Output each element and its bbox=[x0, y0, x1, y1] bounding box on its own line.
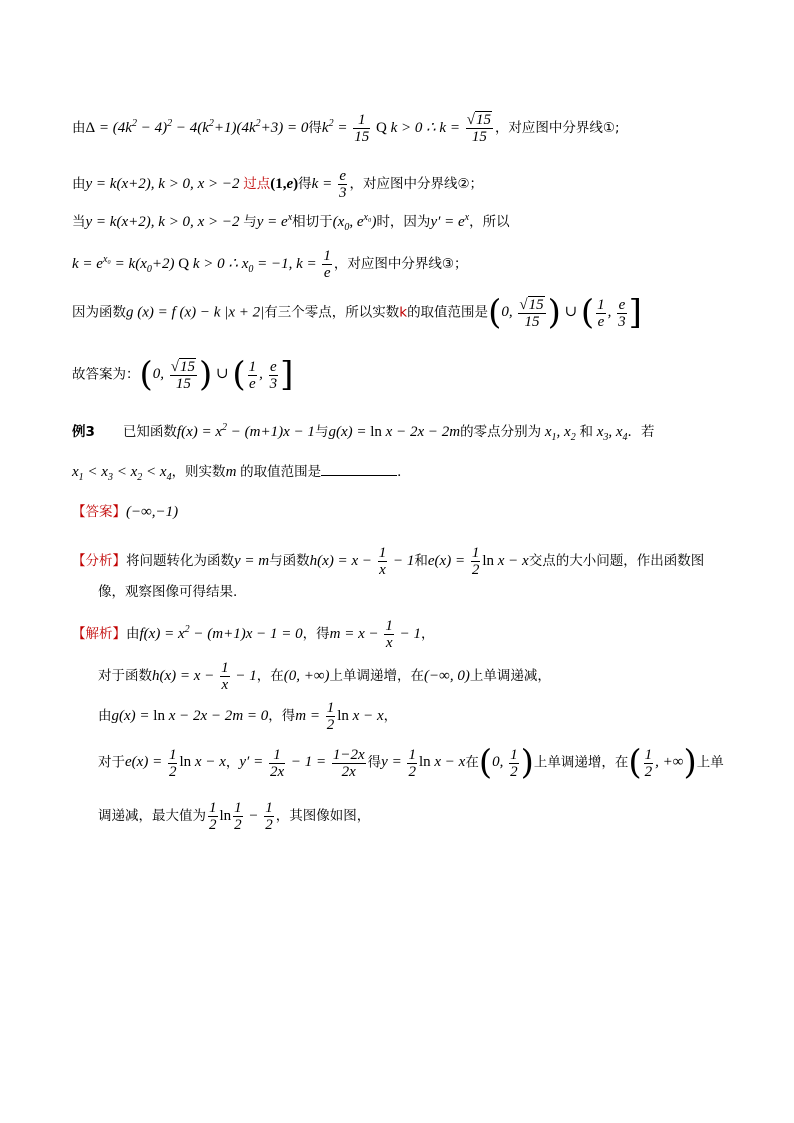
math-range: (0, $\frac{√15}{15}$ ) ∪ ( $\frac{1}{e}$ , $\frac{e}{3}$ ] bbox=[488, 293, 642, 333]
example-label: 例3 bbox=[72, 424, 95, 440]
solution-line-1 bbox=[72, 112, 620, 145]
math-deriv: y′ = $\frac{1}{2x}$ − 1 = $\frac{1-2x}{2x}$ bbox=[239, 746, 365, 780]
math-interval-pos: (0, +∞) bbox=[283, 667, 330, 684]
text: 在 bbox=[465, 754, 479, 771]
final-answer-line bbox=[72, 355, 294, 395]
text: 像，观察图像可得结果. bbox=[98, 584, 238, 600]
text: ，对应图中分界线③； bbox=[333, 255, 468, 272]
answer-value: (−∞,−1) bbox=[126, 504, 179, 520]
text: 的取值范围是 bbox=[240, 464, 322, 480]
text: 上单 bbox=[696, 754, 724, 771]
example3-line-1 bbox=[72, 420, 655, 443]
math-point: (1,e) bbox=[270, 175, 299, 192]
math-zeros-34: $x_3$, $x_4$ bbox=[596, 424, 628, 443]
text: ，得 bbox=[268, 707, 296, 724]
text: 对于 bbox=[98, 754, 125, 771]
text: 得 bbox=[367, 754, 382, 771]
math-order: $x_1 < x_3 < x_2 < x_4$ bbox=[72, 464, 172, 483]
text: 上单调递减， bbox=[469, 667, 551, 684]
text: 故答案为： bbox=[72, 366, 140, 383]
solution-line-2 bbox=[72, 168, 483, 201]
math-y-m: y = m bbox=[234, 552, 270, 569]
math-h: h(x) = x − $\frac{1}{x}$ − 1 bbox=[309, 545, 415, 578]
math-g: g(x) = ln x − 2x − 2m bbox=[328, 424, 461, 440]
text: ， bbox=[225, 754, 240, 771]
text: 因为函数 bbox=[72, 304, 126, 321]
solution-line-3 bbox=[72, 210, 510, 233]
math-tangent-solve: $k = e^{x_0} = k(x_0+2)$ Q k > 0 ∴ $x_0 = -1$, k = $\frac{1}{e}$ bbox=[72, 248, 331, 281]
solution-line-5 bbox=[72, 293, 642, 333]
text: 由 bbox=[98, 707, 112, 724]
math-tangent-point: ($x_0$, $e^{x_0}$) bbox=[332, 212, 377, 233]
math-range: (0, $\frac{√15}{15}$ ) ∪ ( $\frac{1}{e}$ , $\frac{e}{3}$ ] bbox=[139, 355, 294, 395]
math-discriminant: $\Delta = (4k^2 - 4)^2 - 4(k^2+1)(4k^2+3) = 0$ bbox=[85, 117, 309, 136]
answer-label: 【答案】 bbox=[72, 504, 126, 520]
math-exp: $y = e^x$ bbox=[256, 212, 293, 230]
math-interval-neg: (−∞, 0) bbox=[424, 667, 470, 684]
analysis-label: 【分析】 bbox=[72, 552, 126, 569]
text: 的零点分别为 bbox=[460, 424, 542, 440]
text: ，所以 bbox=[469, 214, 510, 230]
math-k-value: k = $\frac{e}{3}$ bbox=[311, 168, 347, 201]
solution-p4 bbox=[98, 743, 724, 783]
text: 上单调递增，在 bbox=[533, 754, 629, 771]
text: 与函数 bbox=[269, 552, 310, 569]
math-interval-1: (0, $\frac{1}{2}$ ) bbox=[478, 743, 534, 783]
text: 时，因为 bbox=[376, 214, 431, 230]
text: 由 bbox=[72, 119, 86, 136]
text: 已知函数 bbox=[122, 424, 177, 440]
text: 与 bbox=[243, 214, 257, 230]
text: 调递减，最大值为 bbox=[98, 807, 206, 824]
solution-p1: 【解析】由$f(x) = x^2 - (m+1)x - 1 = 0$，得m = x − $\frac{1}{x}$ − 1， bbox=[72, 618, 435, 651]
solution-p3: 由g(x) = ln x − 2x − 2m = 0，得m = $\frac{1}{2}$ ln x − x， bbox=[98, 700, 398, 733]
text: 与 bbox=[314, 424, 329, 440]
math-m-expr: m = x − $\frac{1}{x}$ − 1 bbox=[329, 618, 422, 651]
math-m-expr2: m = $\frac{1}{2}$ ln x − x bbox=[295, 700, 384, 733]
text: 有三个零点，所以实数 bbox=[264, 304, 400, 321]
math-g-zero: g(x) = ln x − 2x − 2m = 0 bbox=[111, 707, 269, 724]
math-y: y = $\frac{1}{2}$ ln x − x bbox=[381, 746, 466, 780]
math-h: h(x) = x − $\frac{1}{x}$ − 1 bbox=[152, 660, 257, 693]
math-m: m bbox=[225, 464, 237, 480]
text: 上单调递增，在 bbox=[329, 667, 425, 684]
text: 当 bbox=[72, 214, 86, 230]
text: 由 bbox=[72, 175, 86, 192]
math-f-zero: $f(x) = x^2 - (m+1)x - 1 = 0$ bbox=[139, 623, 303, 642]
example3-line-2 bbox=[72, 460, 411, 483]
text: ． bbox=[397, 464, 411, 480]
text: 和 bbox=[579, 424, 593, 440]
analysis-line-2 bbox=[98, 580, 237, 600]
text: 由 bbox=[126, 625, 140, 642]
text: ，对应图中分界线①; bbox=[494, 119, 620, 136]
text: 相切于 bbox=[292, 214, 333, 230]
text: 将问题转化为函数 bbox=[126, 552, 234, 569]
text: 的取值范围是 bbox=[407, 304, 489, 321]
answer-line bbox=[72, 500, 178, 521]
text: ，在 bbox=[256, 667, 284, 684]
text: ，则实数 bbox=[171, 464, 226, 480]
text: ，对应图中分界线②； bbox=[349, 175, 484, 192]
text: 过点 bbox=[243, 175, 271, 192]
math-zeros-12: $x_1$, $x_2$ bbox=[544, 424, 576, 443]
solution-p5 bbox=[98, 800, 370, 833]
solution-p2 bbox=[98, 660, 551, 693]
math-f: $f(x) = x^2 - (m+1)x - 1$ bbox=[176, 422, 315, 440]
math-g-def: g (x) = f (x) − k |x + 2| bbox=[126, 304, 265, 321]
math-k-squared: $k^2$ = $\frac{1}{15}$ Q k > 0 ∴ k = $\frac{√15}{15}$ bbox=[321, 112, 491, 145]
analysis-line-1 bbox=[72, 545, 704, 578]
text: ，得 bbox=[302, 625, 330, 642]
text: 得 bbox=[298, 175, 312, 192]
math-interval-2: ( $\frac{1}{2}$ , +∞) bbox=[628, 743, 697, 783]
math-e: e(x) = $\frac{1}{2}$ ln x − x bbox=[427, 545, 529, 578]
text: ，其图像如图， bbox=[275, 807, 371, 824]
math-line: y = k(x+2), k > 0, x > −2 bbox=[85, 175, 244, 192]
solution-label: 【解析】 bbox=[72, 625, 126, 642]
text: 交点的大小问题，作出函数图 bbox=[528, 552, 705, 569]
text: 得 bbox=[308, 119, 322, 136]
math-line: y = k(x+2), k > 0, x > −2 bbox=[85, 214, 244, 230]
text: 和 bbox=[414, 552, 428, 569]
math-max: $\frac{1}{2}$ ln $\frac{1}{2}$ − $\frac{1}{2}$ bbox=[209, 800, 273, 833]
text: 对于函数 bbox=[98, 667, 152, 684]
answer-blank bbox=[321, 463, 397, 476]
math-derivative: $y' = e^x$ bbox=[430, 212, 470, 230]
solution-line-4 bbox=[72, 248, 468, 281]
text: ．若 bbox=[627, 424, 655, 440]
math-e: e(x) = $\frac{1}{2}$ ln x − x bbox=[125, 746, 226, 780]
variable-k: k bbox=[399, 304, 408, 321]
